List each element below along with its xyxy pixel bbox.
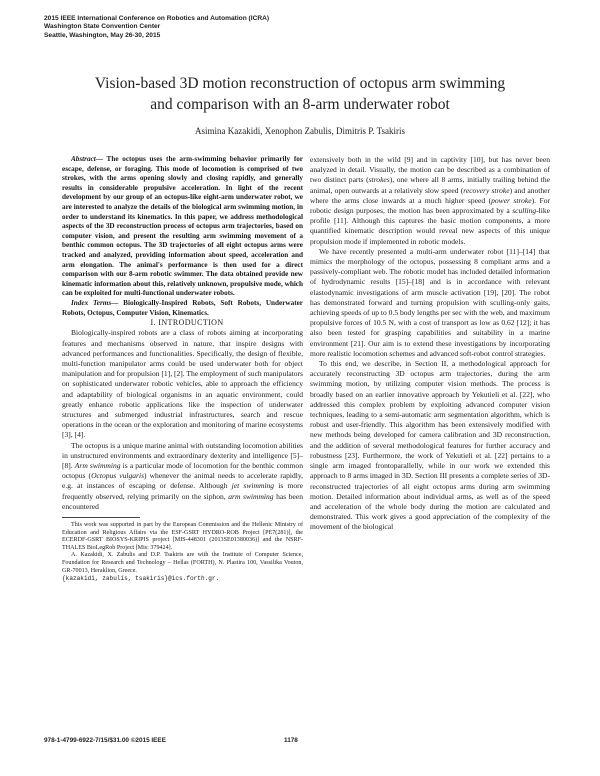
section-heading-introduction: I. INTRODUCTION (150, 318, 224, 328)
conference-venue: Washington State Convention Center (44, 23, 161, 31)
emphasis: power stroke (491, 195, 532, 205)
text-run: ), one where all 8 arms, initially trailing behind the animal, open outwards at a relatively slow speed ( (310, 175, 550, 195)
emphasis: Arm swimming (74, 460, 121, 470)
emphasis: strokes (368, 175, 390, 185)
funding-footnote: This work was supported in part by the European Commission and the Hellenic Ministry of Education and Religious Affairs via the ESF-GSRT HYDRO-ROB Project [PE7(281)], the ECERDF-GSRT BIOSYS-KRIPIS project [MIS-448301 (2013SE01380036)] and the NSRF-THALES BioLegRob Project [Mis: 379424]. (62, 521, 303, 551)
text-run: extensively both in the wild [9] and in captivity [10], but has never been analyzed in detail. Visually, the motion can be described as a combination of two distinct parts ( (310, 155, 550, 185)
text-run: has been encountered (62, 491, 303, 511)
isbn-copyright: 978-1-4799-6922-7/15/$31.00 ©2015 IEEE (44, 737, 166, 744)
left-column (62, 155, 303, 583)
conference-location-date: Seattle, Washington, May 26-30, 2015 (44, 31, 161, 39)
emphasis: recovery stroke (463, 185, 510, 195)
conference-header (44, 15, 269, 40)
emphasis: jet swimming (231, 481, 275, 491)
intro-paragraph-continued (310, 155, 550, 247)
right-column (310, 155, 550, 533)
text-run: ) and another where the arms close inwards at a much higher speed ( (310, 185, 550, 205)
affiliation-footnote: A. Kazakidi, X. Zabulis and D.P. Tsakiris are with the Institute of Computer Science, Foundation for Research and Technology – Hellas (FORTH), N. Plastira 100, Vassilika Vouton, GR-70013, Heraklion, Greece. (62, 552, 303, 574)
abstract-label: Abstract (71, 155, 96, 163)
text-run: ) whenever the animal needs to accelerate rapidly, e.g. at instances of escaping or defense. Although (62, 471, 303, 491)
index-terms-text: — Biologically-Inspired Robots, Soft Robots, Underwater Robots, Octopus, Computer Vision, Kinematics. (62, 298, 303, 317)
conference-name: 2015 IEEE International Conference on Robotics and Automation (ICRA) (44, 15, 270, 22)
text-run: is more frequently observed, relying primarily on the siphon, (62, 481, 303, 501)
text-run: -like profile [11]. Although this captures the basic motion components, a more quantified kinematic description would reveal new aspects of this unique propulsion mode if implemented in robotic models. (310, 206, 550, 246)
intro-paragraph-3: We have recently presented a multi-arm underwater robot [11]–[14] that mimics the morphology of the octopus, possessing 8 compliant arms and a passively-compliant web. The robotic model has included detailed information of hydrodynamic results [15]–[18] and is in accordance with relevant elastodynamic investigations of arm muscle activation [19], [20]. The robot has demonstrated forward and turning propulsion with sculling-only gaits, achieving speeds of up to 0.5 body lengths per sec with the web, and maximum propulsive forces of 10.5 N, with a cost of transport as low as 0.62 [12]; it has also been tested for grasping capabilities and suitability in a marine environment [21]. Our aim is to extend these investigations by incorporating more realistic locomotion schemes and advanced soft-robot control strategies. (310, 246, 550, 358)
footnote-divider (62, 517, 140, 518)
intro-paragraph-1: Biologically-inspired robots are a class of robots aiming at incorporating features and mechanisms observed in nature, that inspire designs with advanced performances and functionalities. Specifically, the design of flexible, multi-function manipulator arms could be used underwater both for object manipulation and for propulsion [1], [2]. The employment of such manipulators on sophisticated underwater robotic vehicles, able to approach the efficiency and adaptability of biological organisms in an aquatic environment, could greatly enhance robotic applications like the inspection of underwater structures and submerged industrial infrastructures, search and rescue operations in the ocean or the exploration and monitoring of marine ecosystems [3], [4]. (62, 328, 303, 440)
intro-paragraph-4: To this end, we describe, in Section II, a methodological approach for accurately reconstructing 3D octopus arm trajectories, during the arm swimming motion, by utilizing computer vision methods. The process is broadly based on an earlier innovative approach by Yekutieli et al. [22], who addressed this complex problem by exploiting advanced computer vision techniques, leading to a semi-automatic arm segmentation algorithm, which is robust and user-friendly. This algorithm has been extensively modified with new methods being developed for camera calibration and 3D reconstruction, and the addition of several methodological features for further accuracy and robustness [23]. Furthermore, the work of Yekutieli et al. [22] pertains to a single arm imaged frontoparallelly, while in our work we extended this approach to 8 arms imaged in 3D. Section III presents a complete series of 3D-reconstructed trajectories of all eight octopus arms during arm swimming motion. Detailed information about individual arms, as well as of the speed and acceleration of the whole body during the motion are calculated and demonstrated. This work gives a good appreciation of the complexity of the movement of the biological (310, 359, 550, 532)
email-footnote: {kazakidi, zabulis, tsakiris}@ics.forth.gr. (62, 575, 220, 583)
emphasis: Octopus vulgaris (91, 471, 145, 481)
index-terms-label: Index Terms (71, 298, 112, 307)
index-terms (62, 299, 303, 318)
page-number: 1178 (284, 737, 298, 744)
emphasis: sculling (512, 206, 537, 216)
paper-title (30, 73, 570, 115)
abstract-text: — The octopus uses the arm-swimming behavior primarily for escape, defense, or foraging. This mode of locomotion is comprised of two strokes, with the arms opening slowly and closing rapidly, and generally results in considerable propulsive acceleration. In light of the recent development by our group of an octopus-like eight-arm underwater robot, we are interested to analyze the details of the biological arm swimming motion, in order to understand its kinematics. In this paper, we address methodological aspects of the 3D reconstruction process of octopus arm trajectories, based on computer vision, and present the resulting arm swimming movement of a benthic common octopus. The 3D trajectories of all eight octopus arms were tracked and analyzed, providing information about speed, acceleration and arm elongation. The animal's performance is then used for a direct comparison with our 8-arm robotic swimmer. The data obtained provide new kinematic information about this, relatively unknown, propulsive mode, which can be exploited for multi-functional underwater robots. (62, 155, 303, 298)
title-line-1: Vision-based 3D motion reconstruction of octopus arm swimming (94, 75, 506, 92)
emphasis: arm swimming (228, 491, 274, 501)
abstract (62, 155, 303, 299)
text-run: The octopus is a unique marine animal with outstanding locomotion abilities in unstructured environments and extraordinary dexterity and intelligence [5]–[8]. (62, 440, 303, 470)
intro-paragraph-2 (62, 441, 303, 512)
text-run: ). For robotic design purposes, the motion has been approximated by a (310, 195, 550, 216)
title-line-2: and comparison with an 8-arm underwater robot (150, 96, 450, 113)
text-run: is a particular mode of locomotion for the benthic common octopus ( (62, 460, 303, 481)
author-list: Asimina Kazakidi, Xenophon Zabulis, Dimitris P. Tsakiris (195, 126, 405, 136)
